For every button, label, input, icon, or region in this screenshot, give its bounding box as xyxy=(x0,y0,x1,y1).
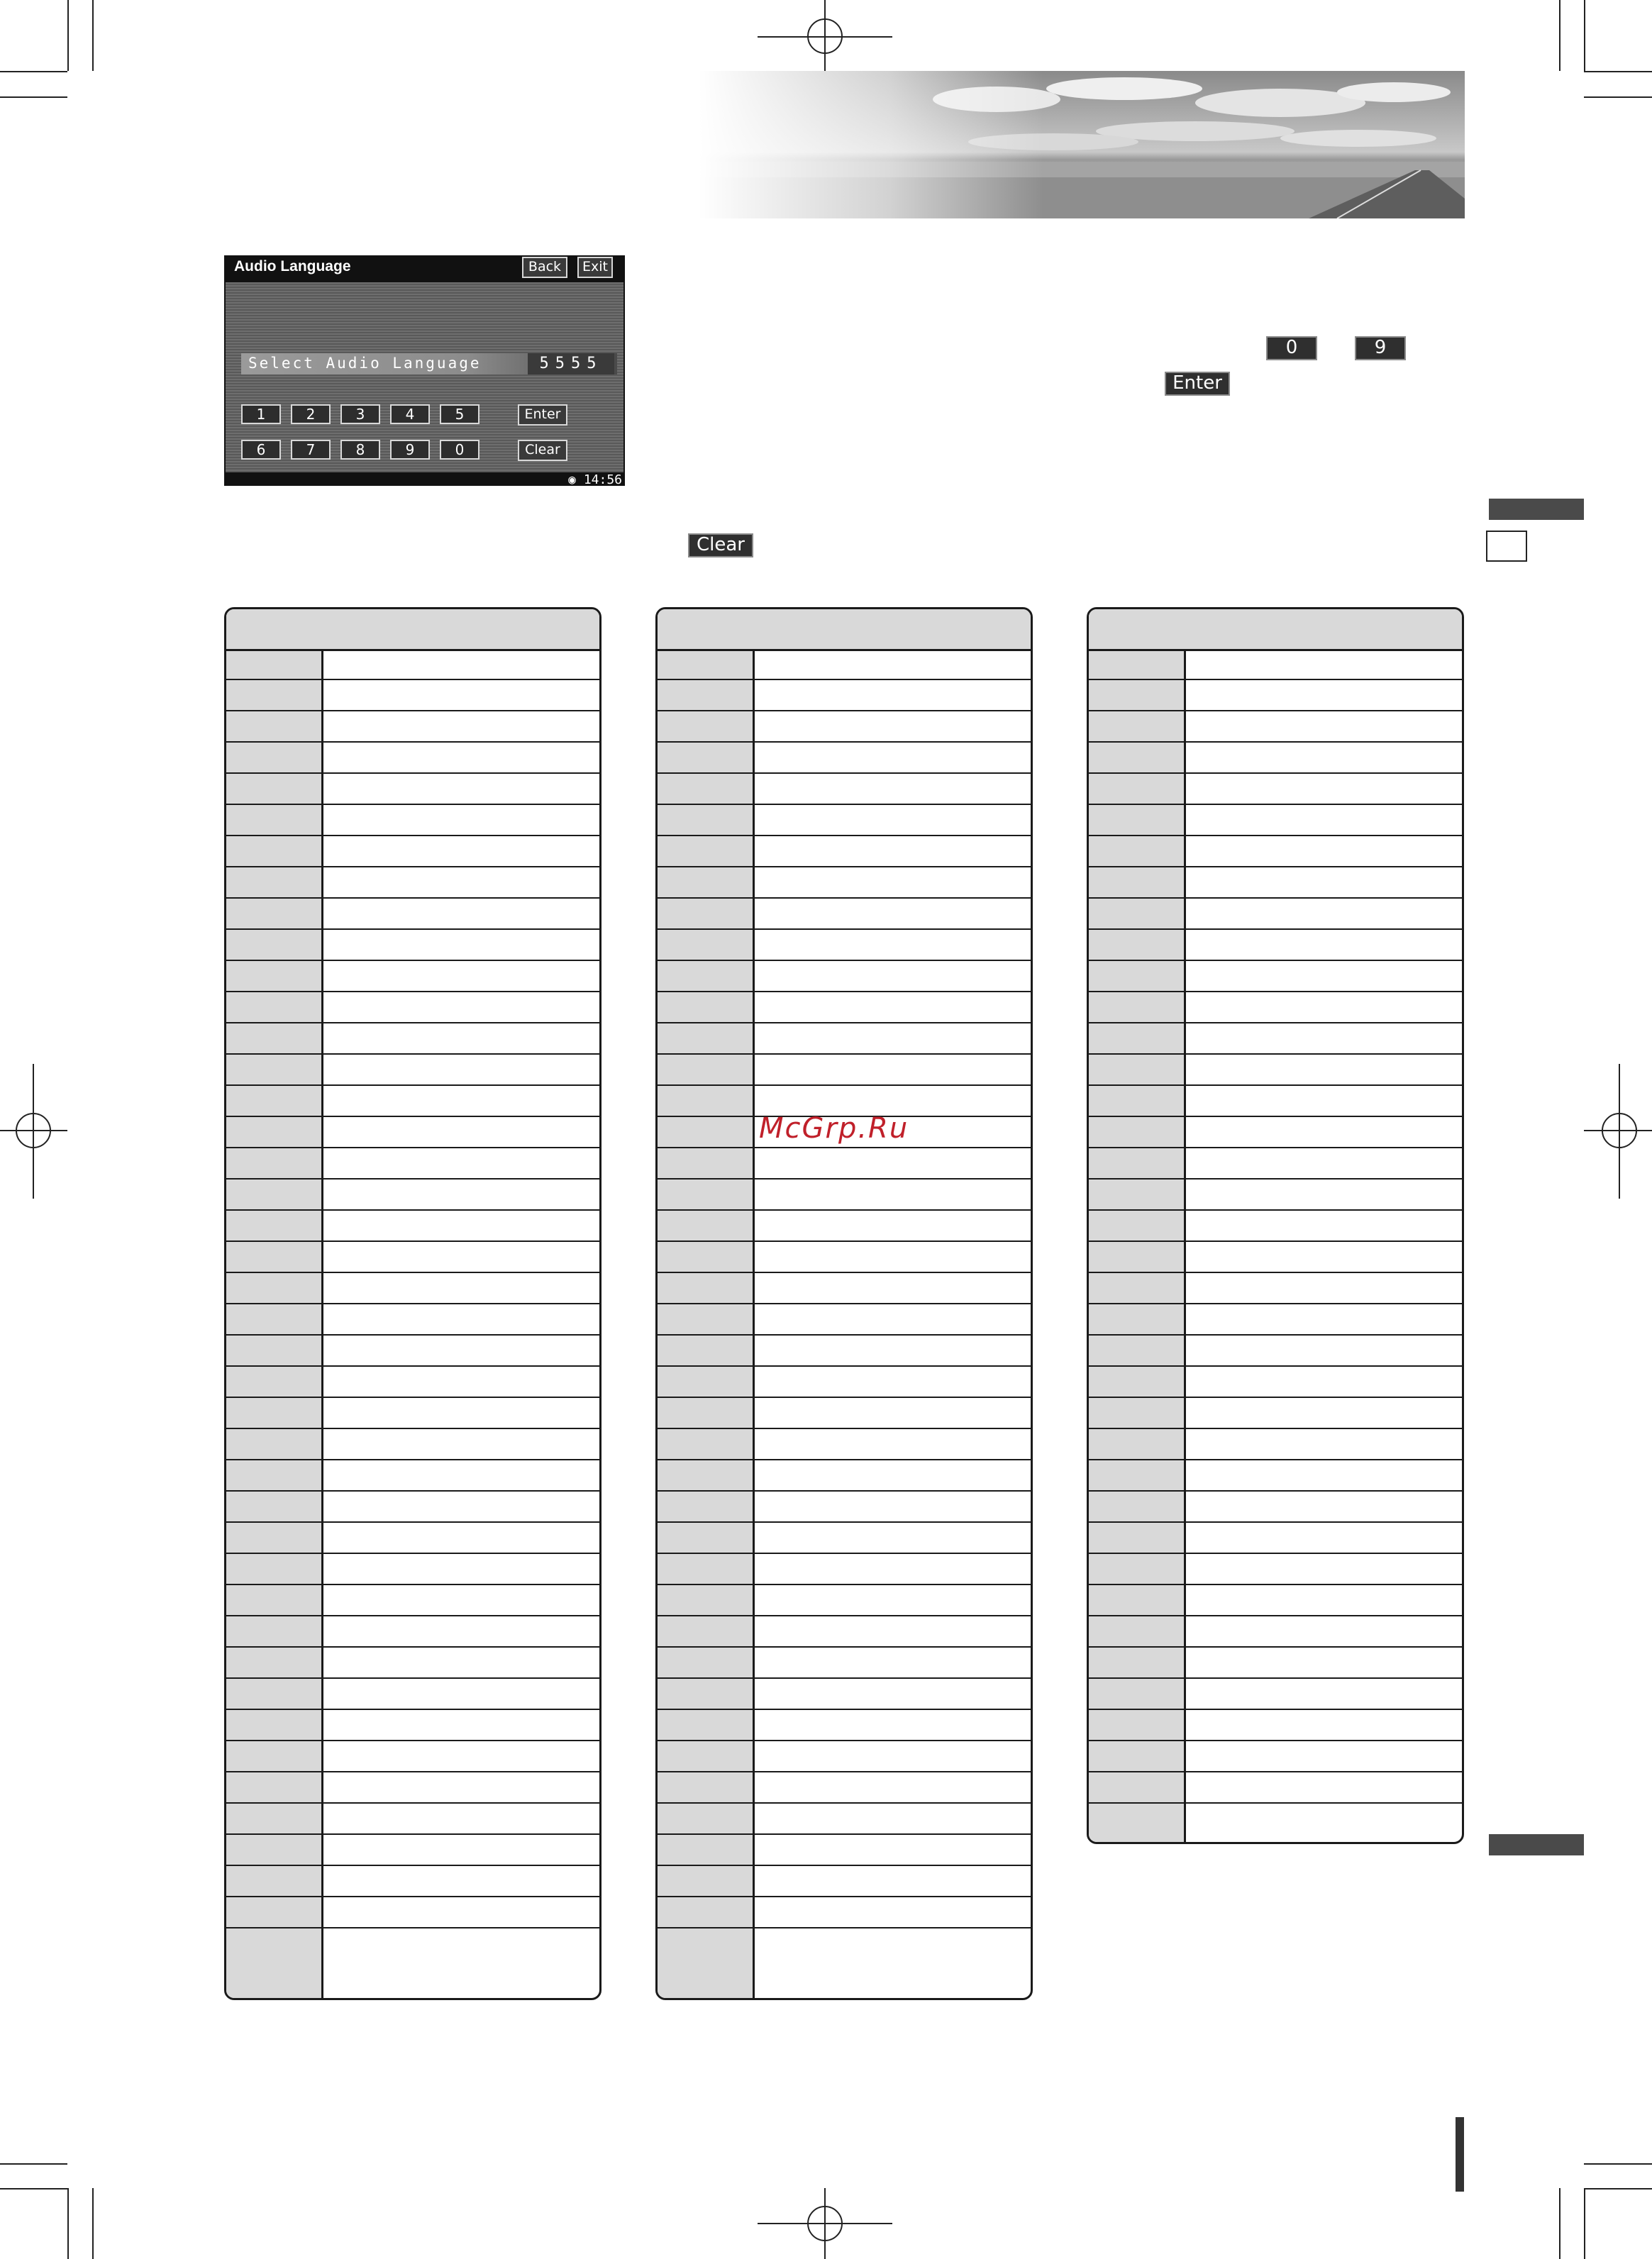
table-row xyxy=(226,930,599,961)
language-code-table-3 xyxy=(1087,607,1464,1844)
table-row xyxy=(1089,1117,1462,1148)
watermark-text: McGrp.Ru xyxy=(759,1112,909,1145)
table-row xyxy=(1089,1554,1462,1585)
table-row xyxy=(658,1242,1031,1273)
table-row xyxy=(226,1273,599,1304)
table-row xyxy=(658,1023,1031,1055)
table-row xyxy=(226,1866,599,1897)
table-row xyxy=(658,1273,1031,1304)
table-row xyxy=(226,1679,599,1710)
table-row xyxy=(658,1679,1031,1710)
table-row xyxy=(226,1710,599,1741)
table-row xyxy=(658,992,1031,1023)
table-row xyxy=(1089,1492,1462,1523)
field-label: Select Audio Language xyxy=(248,355,482,372)
table-row xyxy=(1089,1023,1462,1055)
table-row xyxy=(226,867,599,899)
table-row xyxy=(658,1616,1031,1648)
table-row xyxy=(658,1554,1031,1585)
table-row xyxy=(658,961,1031,992)
key-2[interactable]: 2 xyxy=(291,404,331,424)
table-row xyxy=(226,649,599,680)
disc-icon: ◉ xyxy=(568,472,576,486)
table-row xyxy=(226,1211,599,1242)
clock-display xyxy=(568,472,622,486)
table-row xyxy=(226,711,599,743)
table-rows xyxy=(658,649,1031,1960)
table-row xyxy=(1089,1648,1462,1679)
table-row xyxy=(226,1554,599,1585)
table-row xyxy=(1089,1523,1462,1554)
language-code-table-1 xyxy=(224,607,602,2000)
inline-button-9: 9 xyxy=(1355,336,1406,360)
table-row xyxy=(226,899,599,930)
key-6[interactable]: 6 xyxy=(241,440,281,460)
table-row xyxy=(1089,1242,1462,1273)
table-row xyxy=(226,1897,599,1928)
table-header xyxy=(1089,609,1462,651)
table-row xyxy=(658,1866,1031,1897)
language-code-table-2 xyxy=(655,607,1033,2000)
table-header xyxy=(226,609,599,651)
table-row xyxy=(226,1585,599,1616)
table-row xyxy=(226,1804,599,1835)
table-row xyxy=(1089,1086,1462,1117)
table-row xyxy=(1089,1304,1462,1336)
table-row xyxy=(1089,743,1462,774)
table-row xyxy=(658,711,1031,743)
table-row xyxy=(658,1928,1031,1960)
table-row xyxy=(226,1242,599,1273)
table-row xyxy=(658,1585,1031,1616)
table-row xyxy=(226,1055,599,1086)
table-row xyxy=(1089,1460,1462,1492)
inline-button-clear: Clear xyxy=(688,533,753,557)
key-3[interactable]: 3 xyxy=(340,404,380,424)
table-row xyxy=(658,899,1031,930)
table-header xyxy=(658,609,1031,651)
inline-button-0: 0 xyxy=(1266,336,1317,360)
table-row xyxy=(658,930,1031,961)
table-row xyxy=(1089,1429,1462,1460)
table-row xyxy=(658,1648,1031,1679)
header-landscape-image xyxy=(699,71,1465,218)
table-row xyxy=(658,1336,1031,1367)
table-row xyxy=(658,1710,1031,1741)
table-row xyxy=(226,1523,599,1554)
table-row xyxy=(226,1398,599,1429)
table-row xyxy=(658,774,1031,805)
table-row xyxy=(226,1117,599,1148)
table-row xyxy=(226,836,599,867)
enter-button[interactable]: Enter xyxy=(518,404,567,426)
key-7[interactable]: 7 xyxy=(291,440,331,460)
table-row xyxy=(1089,1273,1462,1304)
table-row xyxy=(226,1835,599,1866)
table-row xyxy=(658,1460,1031,1492)
table-row xyxy=(1089,992,1462,1023)
table-row xyxy=(226,1429,599,1460)
table-row xyxy=(226,1928,599,1960)
key-0[interactable]: 0 xyxy=(440,440,479,460)
table-row xyxy=(1089,1367,1462,1398)
table-row xyxy=(1089,899,1462,930)
table-row xyxy=(226,1648,599,1679)
table-row xyxy=(1089,1211,1462,1242)
page-number-bar xyxy=(1456,2117,1464,2192)
table-row xyxy=(1089,930,1462,961)
table-row xyxy=(658,1211,1031,1242)
table-row xyxy=(658,1804,1031,1835)
table-row xyxy=(658,1523,1031,1554)
table-row xyxy=(1089,711,1462,743)
table-row xyxy=(658,1741,1031,1772)
table-row xyxy=(1089,805,1462,836)
table-row xyxy=(1089,867,1462,899)
table-row xyxy=(658,1429,1031,1460)
table-row xyxy=(658,1492,1031,1523)
table-row xyxy=(658,1055,1031,1086)
key-1[interactable]: 1 xyxy=(241,404,281,424)
table-row xyxy=(1089,961,1462,992)
table-row xyxy=(226,1492,599,1523)
table-row xyxy=(658,680,1031,711)
table-row xyxy=(658,649,1031,680)
clock-text: 14:56 xyxy=(583,472,622,486)
table-row xyxy=(1089,774,1462,805)
audio-language-field xyxy=(241,353,617,374)
table-row xyxy=(226,992,599,1023)
audio-language-screen xyxy=(224,255,625,486)
table-row xyxy=(226,1772,599,1804)
back-button[interactable]: Back xyxy=(522,257,567,278)
side-tab-lower xyxy=(1489,1834,1584,1855)
table-row xyxy=(1089,1804,1462,1835)
table-row xyxy=(226,774,599,805)
key-9[interactable]: 9 xyxy=(390,440,430,460)
table-rows xyxy=(1089,649,1462,1835)
table-row xyxy=(658,1180,1031,1211)
table-row xyxy=(1089,1710,1462,1741)
table-row xyxy=(226,961,599,992)
table-row xyxy=(658,1897,1031,1928)
exit-button[interactable]: Exit xyxy=(577,257,613,278)
table-row xyxy=(1089,1741,1462,1772)
table-row xyxy=(226,1616,599,1648)
table-row xyxy=(1089,680,1462,711)
table-row xyxy=(658,1772,1031,1804)
table-row xyxy=(1089,1585,1462,1616)
table-rows xyxy=(226,649,599,1960)
side-tab-box xyxy=(1486,531,1527,562)
table-row xyxy=(658,1148,1031,1180)
key-4[interactable]: 4 xyxy=(390,404,430,424)
table-row xyxy=(658,1398,1031,1429)
table-row xyxy=(658,805,1031,836)
table-row xyxy=(1089,1616,1462,1648)
table-row xyxy=(226,805,599,836)
table-row xyxy=(658,1835,1031,1866)
clear-button[interactable]: Clear xyxy=(518,440,567,461)
table-row xyxy=(226,1180,599,1211)
table-row xyxy=(658,836,1031,867)
screen-body xyxy=(226,282,623,472)
table-row xyxy=(1089,1055,1462,1086)
table-row xyxy=(658,1367,1031,1398)
table-row xyxy=(226,1367,599,1398)
key-8[interactable]: 8 xyxy=(340,440,380,460)
table-row xyxy=(226,680,599,711)
table-row xyxy=(658,867,1031,899)
table-row xyxy=(1089,1148,1462,1180)
inline-button-enter: Enter xyxy=(1165,372,1230,396)
key-5[interactable]: 5 xyxy=(440,404,479,424)
table-row xyxy=(1089,1398,1462,1429)
screen-title: Audio Language xyxy=(234,258,351,274)
table-row xyxy=(1089,1772,1462,1804)
table-row xyxy=(226,1148,599,1180)
side-tab-upper xyxy=(1489,499,1584,520)
table-row xyxy=(226,1304,599,1336)
table-row xyxy=(658,743,1031,774)
table-row xyxy=(226,1460,599,1492)
language-code-display: 5555 xyxy=(528,353,614,374)
table-row xyxy=(1089,1336,1462,1367)
table-row xyxy=(1089,836,1462,867)
table-row xyxy=(226,743,599,774)
table-row xyxy=(226,1336,599,1367)
table-row xyxy=(226,1023,599,1055)
table-row xyxy=(1089,649,1462,680)
table-row xyxy=(1089,1180,1462,1211)
table-row xyxy=(1089,1679,1462,1710)
table-row xyxy=(226,1741,599,1772)
table-row xyxy=(658,1304,1031,1336)
table-row xyxy=(226,1086,599,1117)
